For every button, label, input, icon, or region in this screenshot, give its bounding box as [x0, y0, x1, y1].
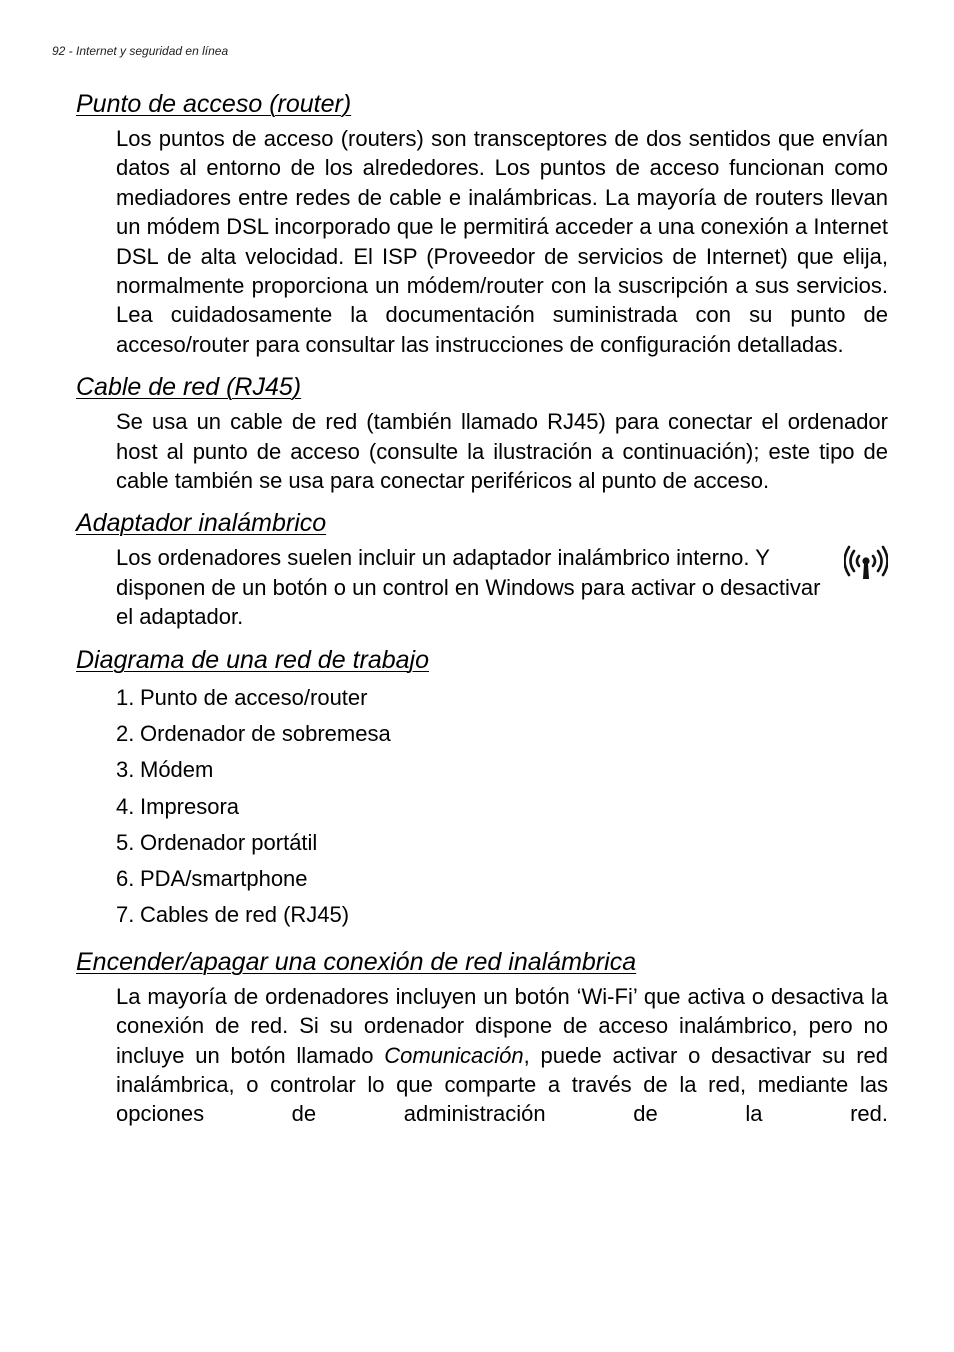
list-number: 6.: [116, 866, 135, 892]
list-item: [116, 680, 888, 716]
list-label: PDA/smartphone: [140, 866, 308, 892]
list-label: Ordenador de sobremesa: [140, 720, 391, 746]
section-wireless-toggle: [76, 946, 888, 1129]
body-text-start: La mayoría de ordenadores incluyen un botón ‘Wi-Fi’ que activa o desactiva la conexión de red. Si su ordenador dispone de acceso inalámbrico, pero no incluye un botón llamado: [116, 983, 888, 1068]
body-emphasis: Comunicación: [384, 1042, 524, 1068]
list-number: 4.: [116, 793, 135, 819]
list-number: 1.: [116, 684, 135, 710]
page-content: [76, 88, 888, 1141]
section-title: Adaptador inalámbrico: [76, 509, 327, 538]
list-item: [116, 825, 888, 861]
adapter-row: [116, 543, 888, 631]
section-title: Cable de red (RJ45): [76, 373, 302, 402]
list-label: Cables de red (RJ45): [140, 902, 350, 928]
list-number: 5.: [116, 829, 135, 855]
list-label: Punto de acceso/router: [140, 684, 368, 710]
list-item: [116, 789, 888, 825]
section-title: Punto de acceso (router): [76, 90, 352, 118]
diagram-legend-list: [116, 680, 888, 934]
list-number: 3.: [116, 757, 135, 783]
section-body: [116, 982, 888, 1129]
list-label: Impresora: [140, 793, 240, 819]
section-body: Los ordenadores suelen incluir un adaptador inalámbrico interno. Y disponen de un botón o un control en Windows para activar o desactivar el adaptador.: [116, 545, 821, 630]
section-body: Se usa un cable de red (también llamado RJ45) para conectar el ordenador host al punto de acceso (consulte la ilustración a continuación); este tipo de cable también se usa para conectar periféricos al punto de acceso.: [116, 409, 888, 494]
body-text-end: , puede activar o desactivar su red inalámbrica, o controlar lo que comparte a través de la red, mediante las opciones de administración de la red.: [116, 1042, 888, 1127]
section-title: Diagrama de una red de trabajo: [76, 645, 430, 674]
section-title: Encender/apagar una conexión de red inalámbrica: [76, 947, 637, 976]
list-item: [116, 716, 888, 752]
section-body: Los puntos de acceso (routers) son transceptores de dos sentidos que envían datos al entorno de los alrededores. Los puntos de acceso funcionan como mediadores entre redes de cable e inalámbricas. La mayoría de routers llevan un módem DSL incorporado que le permitirá acceder a una conexión a Internet DSL de alta velocidad. El ISP (Proveedor de servicios de Internet) que elija, normalmente proporciona un módem/router con la suscripción a sus servicios. Lea cuidadosamente la documentación suministrada con su punto de acceso/router para consultar las instrucciones de configuración detalladas.: [116, 126, 888, 357]
list-number: 2.: [116, 720, 135, 746]
list-label: Módem: [140, 757, 214, 783]
list-number: 7.: [116, 902, 135, 928]
wireless-antenna-icon: [844, 545, 888, 585]
section-network-cable: [76, 371, 888, 495]
section-network-diagram: [76, 644, 888, 934]
list-item: [116, 897, 888, 933]
running-header: 92 - Internet y seguridad en línea: [52, 44, 229, 58]
list-item: [116, 861, 888, 897]
list-item: [116, 752, 888, 788]
section-access-point: [76, 88, 888, 359]
list-label: Ordenador portátil: [140, 829, 318, 855]
section-wireless-adapter: [76, 507, 888, 631]
